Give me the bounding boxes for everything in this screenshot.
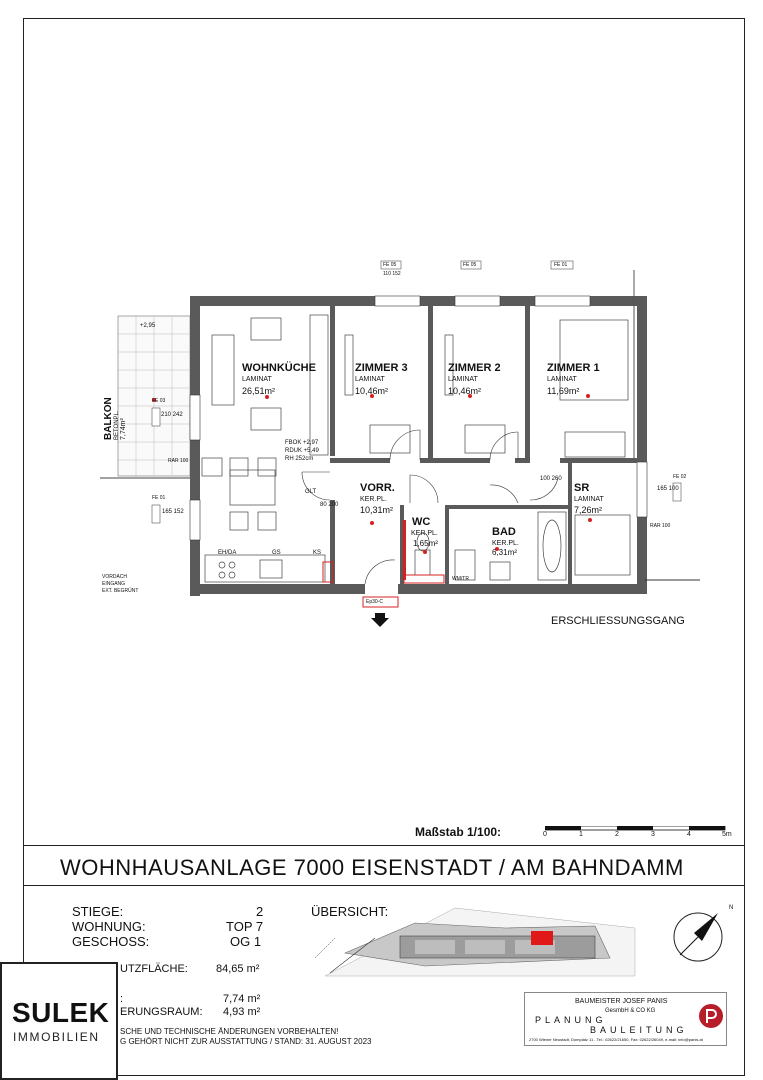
panis-line1: BAUMEISTER JOSEF PANIS [575,998,668,1005]
balkon-level-label: +2,95 [140,323,156,329]
room-wc-floor: KER.PL. [411,530,438,537]
balkon-area-label: : [120,993,124,1005]
room-vorr-area: 10,31m² [360,505,394,515]
room-bad-name: BAD [492,526,516,538]
fe03-label: FE 03 [152,398,166,404]
room-balkon-area: 7,74m² [120,418,127,440]
disclaimer-line2: G GEHÖRT NICHT ZUR AUSSTATTUNG / STAND: 31. AUGUST 2023 [120,1037,372,1046]
scale-tick-3: 3 [651,831,655,838]
apartment-highlight [531,931,553,945]
vordach-label: VORDACH [102,574,128,580]
site-overview-map [305,898,645,980]
ext-begruent-label: EXT. BEGRÜNT [102,588,139,594]
eh-da-label: EH/DA [218,550,237,556]
panis-address: 2700 Wiener Neustadt, Domplatz 11 - Tel.: 02622/21650, Fax: 02622/26049, e-mail: info@panis.at [529,1037,703,1042]
exterior-walls [190,296,647,596]
balcony-tiles [118,316,190,476]
room-wc-name: WC [412,516,431,528]
north-arrow-icon [670,903,732,965]
rduk-label: RDUK +5,49 [285,448,319,454]
room-zimmer3-area: 10,46m² [355,386,389,396]
fe02-label: FE 02 [673,474,687,480]
fe05b-label: FE 05 [463,262,477,268]
fbok-label: FBOK +2,97 [285,440,319,446]
uebersicht-label: ÜBERSICHT: [311,904,389,919]
fe01b-label: FE 01 [152,495,166,501]
room-wohnkueche-area: 26,51m² [242,386,276,396]
north-label: N [729,905,734,911]
room-balkon-floor: BETONPL. [114,410,120,440]
ks-label: KS [313,550,322,556]
stiege-value: 2 [256,904,264,919]
room-sr-area: 7,26m² [574,505,603,515]
panis-logo-icon [698,1003,724,1029]
rh-label: RH 252cm [285,456,314,462]
room-zimmer2-name: ZIMMER 2 [448,362,501,374]
scale-tick-0: 0 [543,831,547,838]
nutzflaeche-label: UTZFLÄCHE: [120,963,188,975]
sulek-logo [0,962,118,1080]
title-divider-top [23,845,745,846]
panis-line2: GesmbH & CO KG [605,1008,656,1014]
room-vorr-name: VORR. [360,482,395,494]
rar-label-balkon: RAR 100 [168,458,189,464]
planning-company-block [524,992,727,1046]
room-zimmer1-floor: LAMINAT [547,376,577,383]
scale-tick-2: 2 [615,831,619,838]
room-zimmer1-area: 11,69m² [547,386,580,396]
eingang-label: EINGANG [102,581,126,587]
balkon-area-value: 7,74 m² [223,993,261,1005]
panis-line3: PLANUNG [535,1015,607,1025]
scale-tick-1: 1 [579,831,583,838]
room-wc-area: 1,65m² [413,539,438,548]
win-110-152-label: 110 152 [383,271,401,277]
gs-label: GS [272,550,281,556]
geschoss-value: OG 1 [230,934,262,949]
ep-label: Ep30-C [366,599,383,605]
bedroom-furniture [345,320,630,575]
rar-label-sr: RAR 100 [650,523,671,529]
room-zimmer1-name: ZIMMER 1 [547,362,600,374]
scale-tick-5: 5m [722,831,732,838]
title-divider-bottom [23,885,745,886]
room-zimmer2-floor: LAMINAT [448,376,478,383]
room-balkon-name: BALKON [103,397,114,440]
room-sr-floor: LAMINAT [574,496,604,503]
room-zimmer3-name: ZIMMER 3 [355,362,408,374]
logo-main-text: SULEK [12,997,110,1028]
win-165-100-label: 165 100 [657,486,679,492]
door-80-200-label: 80 200 [320,502,339,508]
win-165-152-label: 165 152 [162,509,184,515]
glt-label: GLT [305,489,317,495]
geschoss-label: GESCHOSS: [72,934,150,949]
room-zimmer3-floor: LAMINAT [355,376,385,383]
win-100-260-label: 100 260 [540,476,562,482]
scale-label: Maßstab 1/100: [415,825,502,839]
fe01a-label: FE 01 [554,262,568,268]
win-210-242-label: 210 242 [161,412,183,418]
logo-sub-text: IMMOBILIEN [13,1030,100,1044]
room-sr-name: SR [574,482,590,494]
room-wohnkueche-floor: LAMINAT [242,376,272,383]
wm-tr-label: WM/TR [452,576,469,582]
project-title: WOHNHAUSANLAGE 7000 EISENSTADT / AM BAHNDAMM [60,855,684,880]
room-wohnkueche-name: WOHNKÜCHE [242,362,316,374]
wohnung-label: WOHNUNG: [72,919,146,934]
disclaimer-line1: SCHE UND TECHNISCHE ÄNDERUNGEN VORBEHALTEN! [120,1027,339,1036]
erschliessung-label: ERSCHLIESSUNGSGANG [551,615,685,627]
stiege-label: STIEGE: [72,904,124,919]
nutzflaeche-value: 84,65 m² [216,963,260,975]
entrance-arrow [371,613,389,627]
scale-tick-4: 4 [687,831,691,838]
room-zimmer2-area: 10,46m² [448,386,482,396]
room-bad-floor: KER.PL. [492,540,519,547]
room-balkon-label [103,397,127,440]
fe05a-label: FE 05 [383,262,397,268]
room-vorr-floor: KER.PL. [360,496,387,503]
scale-bar [545,826,730,832]
panis-line4: BAULEITUNG [590,1025,688,1035]
lager-value: 4,93 m² [223,1006,261,1018]
lager-label: ERUNGSRAUM: [120,1006,203,1018]
wohnung-value: TOP 7 [226,919,264,934]
room-bad-area: 6,31m² [492,548,517,557]
interior-walls [330,306,637,585]
